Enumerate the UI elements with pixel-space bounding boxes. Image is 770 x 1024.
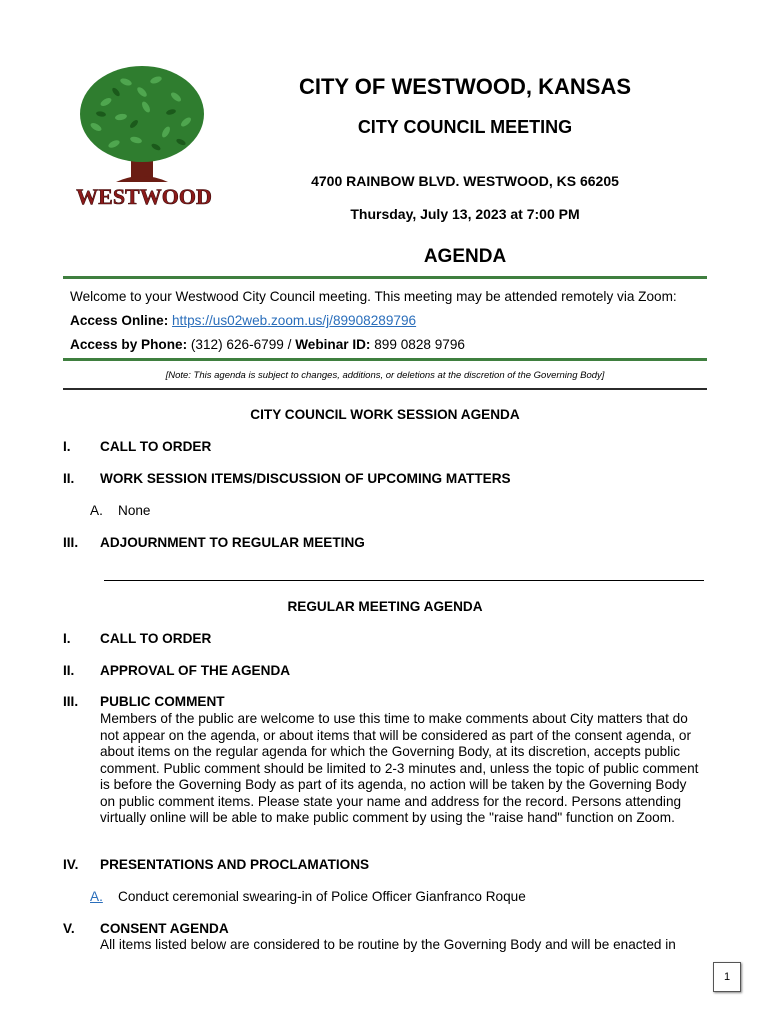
reg-item-label: PRESENTATIONS AND PROCLAMATIONS: [100, 857, 370, 872]
reg-item-label: APPROVAL OF THE AGENDA: [100, 663, 291, 678]
webinar-label: Webinar ID:: [295, 337, 371, 352]
green-divider-top: [63, 276, 707, 279]
westwood-tree-logo: [76, 62, 212, 210]
meeting-title: CITY COUNCIL MEETING: [357, 117, 573, 137]
agenda-title: AGENDA: [423, 246, 507, 267]
reg-item-num: V.: [63, 921, 75, 936]
ws-item-num: II.: [63, 471, 75, 486]
logo-wordmark: WESTWOOD: [76, 184, 212, 209]
meeting-address: 4700 RAINBOW BLVD. WESTWOOD, KS 66205: [311, 173, 619, 189]
presentation-a-link[interactable]: A.: [90, 889, 103, 904]
regular-meeting-title: REGULAR MEETING AGENDA: [287, 599, 483, 614]
green-divider-bottom: [63, 358, 707, 361]
webinar-id: 899 0828 9796: [374, 337, 465, 352]
public-comment-body: Members of the public are welcome to use this time to make comments about City matters that do not appear on the agenda, or about items that will be considered as part of the consent agenda, or about items on the regular agenda for which the Governing Body, at its discretion, accepts public comment. Public comment should be limited to 2-3 minutes and, unless the topic of public comment is before the Governing Body as part of its agenda, no action will be taken by the Governing Body on public comment items. Please state your name and address for the record. Persons attending virtually online will be able to make public comment by using the "raise hand" function on Zoom.: [100, 711, 699, 825]
reg-item-num: IV.: [63, 857, 79, 872]
ws-item-label: WORK SESSION ITEMS/DISCUSSION OF UPCOMING MATTERS: [100, 471, 511, 486]
access-phone-label: Access by Phone:: [70, 337, 188, 352]
agenda-note: [Note: This agenda is subject to changes, additions, or deletions at the discretion of the Governing Body]: [165, 370, 605, 381]
consent-body: All items listed below are considered to be routine by the Governing Body and will be enacted in: [100, 937, 676, 952]
access-online-label: Access Online:: [70, 313, 169, 328]
phone-number: (312) 626-6799 /: [190, 337, 292, 352]
zoom-link[interactable]: https://us02web.zoom.us/j/89908289796: [172, 313, 417, 328]
reg-item-label: CALL TO ORDER: [100, 631, 212, 646]
reg-item-label: CONSENT AGENDA: [100, 921, 229, 936]
city-title: CITY OF WESTWOOD, KANSAS: [298, 74, 632, 99]
ws-item-label: CALL TO ORDER: [100, 439, 212, 454]
reg-item-label: PUBLIC COMMENT: [100, 694, 225, 709]
reg-item-num: III.: [63, 694, 79, 709]
dark-divider: [63, 388, 707, 390]
ws-sub-text: None: [118, 503, 151, 518]
tree-icon: [76, 62, 212, 210]
access-online-line: [70, 312, 416, 329]
section-separator: [104, 580, 704, 581]
ws-item-label: ADJOURNMENT TO REGULAR MEETING: [100, 535, 365, 550]
access-phone-line: [70, 336, 465, 353]
ws-item-num: III.: [63, 535, 79, 550]
ws-sub-letter: A.: [90, 503, 103, 518]
presentation-a-text: Conduct ceremonial swearing-in of Police Officer Gianfranco Roque: [118, 889, 526, 904]
reg-item-num: I.: [63, 631, 71, 646]
meeting-datetime: Thursday, July 13, 2023 at 7:00 PM: [350, 206, 580, 222]
reg-item-num: II.: [63, 663, 75, 678]
welcome-text: Welcome to your Westwood City Council meeting. This meeting may be attended remotely via Zoom:: [70, 289, 677, 304]
page-number: 1: [713, 962, 741, 992]
work-session-title: CITY COUNCIL WORK SESSION AGENDA: [250, 407, 520, 422]
ws-item-num: I.: [63, 439, 71, 454]
